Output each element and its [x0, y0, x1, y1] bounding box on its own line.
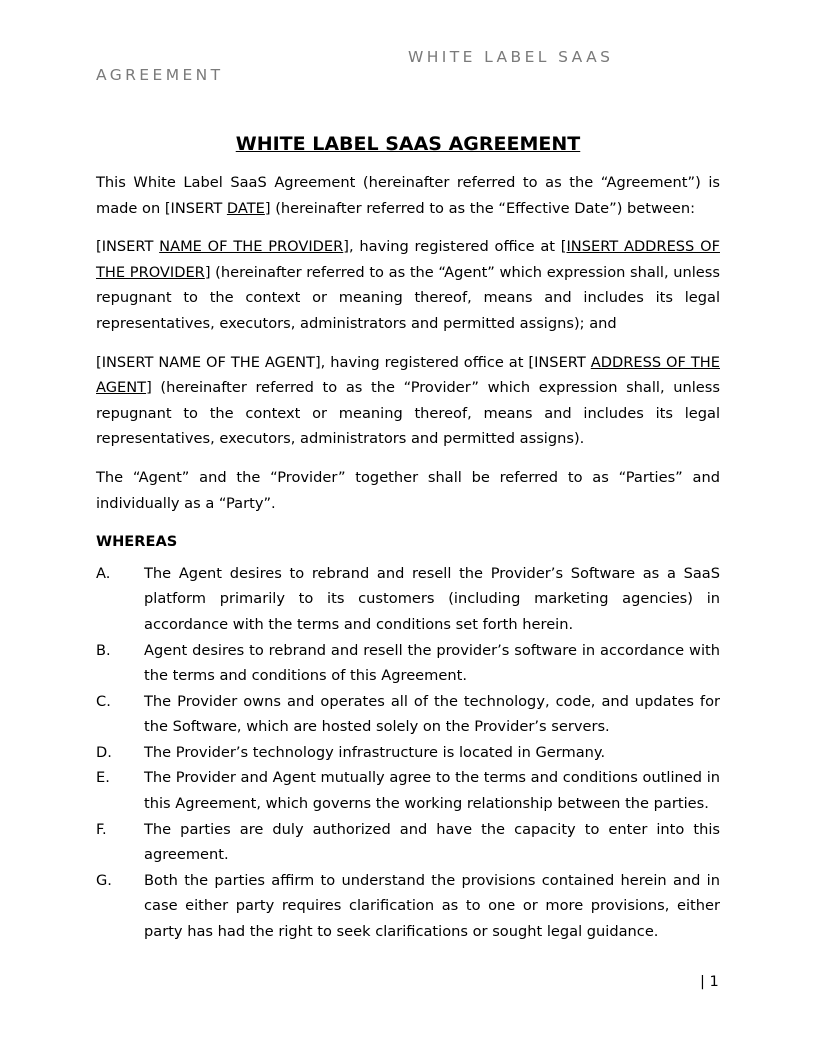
- recital-text: The Provider’s technology infrastructure is located in Germany.: [144, 743, 606, 761]
- recital-label: C.: [96, 692, 111, 710]
- recital-item: [96, 561, 720, 638]
- header-title-line2: AGREEMENT: [96, 66, 224, 84]
- document-title: WHITE LABEL SAAS AGREEMENT: [235, 133, 581, 155]
- party1-name-placeholder: NAME OF THE PROVIDER: [159, 238, 344, 256]
- recital-text: The Agent desires to rebrand and resell the Provider’s Software as a SaaS platform primarily to its customers (including marketing agencies) in accordance with the terms and conditions set forth herein.: [144, 564, 720, 633]
- recital-label: G.: [96, 871, 112, 889]
- recital-text: The Provider owns and operates all of the technology, code, and updates for the Software, which are hosted solely on the Provider’s servers.: [144, 692, 720, 736]
- recital-label: B.: [96, 641, 111, 659]
- recital-text: Both the parties affirm to understand the provisions contained herein and in case either party requires clarification as to one or more provisions, either party has had the right to seek clarifications or sought legal guidance.: [144, 871, 720, 941]
- page-number: | 1: [700, 973, 719, 990]
- party1-paragraph: [96, 234, 720, 336]
- header-title-line1: WHITE LABEL SAAS: [408, 48, 614, 66]
- recital-item: [96, 817, 720, 868]
- recital-item: [96, 638, 720, 689]
- recital-item: [96, 740, 720, 766]
- intro-paragraph: [96, 170, 720, 221]
- intro-date-placeholder: DATE: [226, 199, 265, 217]
- recital-item: [96, 765, 720, 816]
- recital-label: D.: [96, 743, 112, 761]
- party1-text-e: ] (hereinafter referred to as the “Agent” which expression shall, unless repugnant to the context or meaning thereof, means and includes its legal representatives, executors, administrators and permitted assigns); and: [96, 263, 720, 332]
- recital-label: A.: [96, 564, 111, 582]
- recital-item: [96, 868, 720, 945]
- party2-paragraph: [96, 350, 720, 452]
- recital-item: [96, 689, 720, 740]
- recital-label: E.: [96, 769, 110, 787]
- intro-text-a: This White Label SaaS Agreement (hereinafter referred to as the “Agreement”) is made on [INSERT: [96, 174, 720, 217]
- party2-text-c: ] (hereinafter referred to as the “Provider” which expression shall, unless repugnant to the context or meaning thereof, means and includes its legal representatives, executors, administrators and permitted assigns).: [96, 379, 720, 448]
- recital-text: The Provider and Agent mutually agree to the terms and conditions outlined in this Agreement, which governs the working relationship between the parties.: [144, 769, 720, 813]
- recital-text: The parties are duly authorized and have the capacity to enter into this agreement.: [144, 820, 720, 864]
- intro-text-c: ] (hereinafter referred to as the “Effective Date”) between:: [264, 199, 696, 217]
- whereas-heading: WHEREAS: [96, 533, 178, 551]
- party2-text-a: [INSERT NAME OF THE AGENT], having registered office at [INSERT: [96, 353, 591, 371]
- parties-paragraph: The “Agent” and the “Provider” together shall be referred to as “Parties” and individually as a “Party”.: [96, 468, 720, 512]
- recitals-list: [96, 561, 720, 945]
- party1-text-a: [INSERT: [96, 238, 160, 256]
- document-body: [96, 170, 720, 945]
- party2-address-placeholder: ADDRESS OF THE AGENT: [96, 353, 720, 397]
- party1-text-c: ], having registered office at: [343, 238, 561, 256]
- party1-address-placeholder: [INSERT ADDRESS OF THE PROVIDER: [96, 238, 720, 281]
- recital-text: Agent desires to rebrand and resell the provider’s software in accordance with the terms and conditions of this Agreement.: [144, 641, 720, 685]
- recital-label: F.: [96, 820, 107, 838]
